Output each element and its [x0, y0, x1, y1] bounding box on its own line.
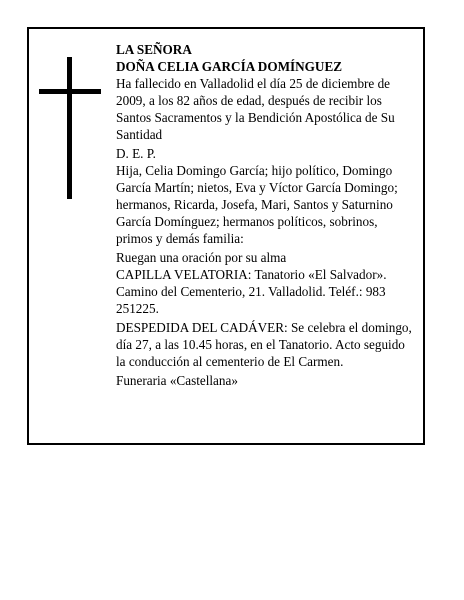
notice-rip: D. E. P.: [116, 146, 156, 161]
obituary-notice: [27, 27, 425, 445]
notice-family-list: Hija, Celia Domingo García; hijo político, Domingo García Martín; nietos, Eva y Víctor García Domingo; hermanos, Ricarda, Josefa, Mari, Santos y Saturnino García Domínguez; hermanos políticos, sobrinos, primos y demás familia:: [116, 163, 398, 246]
cross-vertical-bar: [67, 57, 72, 199]
notice-funeral-home: Funeraria «Castellana»: [116, 373, 238, 388]
notice-death-announcement: Ha fallecido en Valladolid el día 25 de diciembre de 2009, a los 82 años de edad, después de recibir los Santos Sacramentos y la Bendición Apostólica de Su Santidad: [116, 76, 395, 142]
notice-chapel-info: CAPILLA VELATORIA: Tanatorio «El Salvador». Camino del Cementerio, 21. Valladolid. Teléf.: 983 251225.: [116, 267, 387, 316]
notice-prayer-request: Ruegan una oración por su alma: [116, 250, 287, 265]
notice-farewell-info: DESPEDIDA DEL CADÁVER: Se celebra el domingo, día 27, a las 10.45 horas, en el Tanatorio. Acto seguido la conducción al cementerio de El Carmen.: [116, 320, 412, 369]
notice-heading-title: LA SEÑORA: [116, 42, 192, 57]
notice-body: [116, 41, 416, 389]
cross-icon: [39, 57, 103, 199]
notice-heading-name: DOÑA CELIA GARCÍA DOMÍNGUEZ: [116, 59, 343, 74]
cross-horizontal-bar: [39, 89, 101, 94]
